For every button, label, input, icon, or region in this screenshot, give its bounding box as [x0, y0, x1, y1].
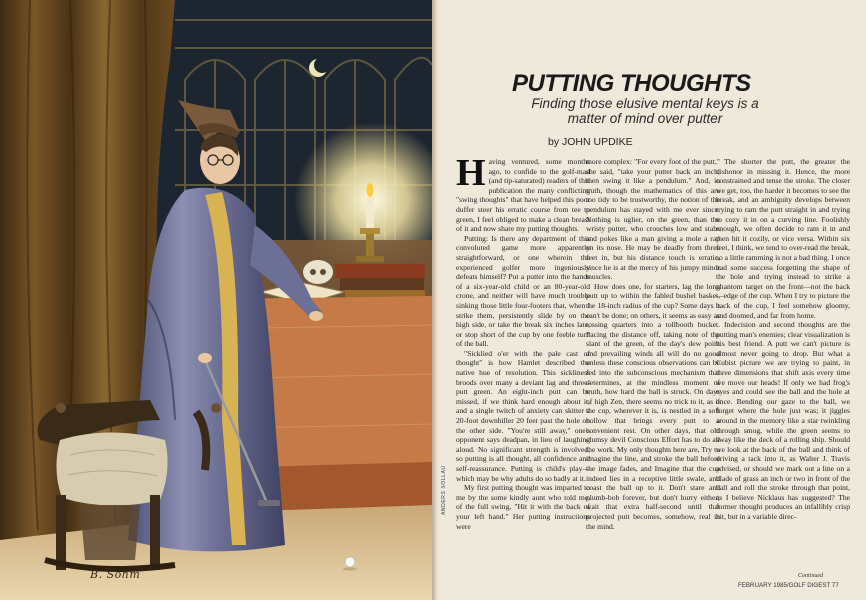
paragraph: more complex: "For every foot of the putt," she said, "take your putter back an inch; then swing it like a pendulum." And, in truth, though the mathematics of this are too tidy to be trustworthy, the notion of the pendulum has stayed with me ever since. Nothing is uglier, on the green, than the wristy putter, who crouches low and stabs and pokes like a man giving a mole a rap on its nose. He may be deadly from three feet in, but his distance touch is erratic, since he is at the mercy of his jumpy minor muscles. — [586, 157, 720, 282]
text-column-1 — [456, 157, 590, 577]
paragraph: "Sicklied o'er with the pale cast of thought" is how Hamlet described the native hue of resolution. This sickliness broods over many a deviant lag and three-putt green. An eight-inch putt can be missed, if we think hard enough about it, and a single twitch of anxiety can skitter a 20-foot downhiller 20 feet past the hole on the other side. "You're still away," one's opponent says deadpan, in lieu of laughing aloud. No significant strength is involved, so putting is all thought, all confidence and self-reassurance. Putting is child's play—which may be why adults do so badly at it. — [456, 348, 590, 483]
paragraph: Indecision and second thoughts are the putting man's enemies; clear visualization is his best friend. A putt we can't picture is almost never going to drop. But what a Cubist picture we are trying to paint, in three dimensions that shift axis every time we move our heads! If only we had frog's eyes and could see the ball and the hole at once. Bending our gaze to the ball, we forget where the hole just was; it jiggles around in the memory like a star twinkling through smog, while the green seems to sway like the deck of a rolling ship. Should we look at the back of the ball and think of driving a tack into it, as Walter J. Travis advised, or should we mark out a line on a blade of grass an inch or two in front of the ball and roll the stroke through that point, as I believe Nicklaus has suggested? The former thought produces an infallibly crisp hit, but in a variable direc- — [716, 320, 850, 521]
artist-signature: B. Sohm — [90, 568, 141, 581]
paragraph: Putting: Is there any department of this convoluted game more apparently straightforward, or one wherein the experienced golfer more ingeniously defeats himself? Put a putter into the hands of a six-year-old child or an 80-year-old crone, and neither will have much trouble sinking those little four-footers that, when I strike them, persistently slide by on the high side, or take the break six inches late, or stop short of the cup by one feeble turn of the ball. — [456, 233, 590, 349]
candle-icon — [366, 196, 374, 230]
paragraph: The shorter the putt, the greater the dishonor in missing it. Hence, the more constrained and tense the stroke. The closer we get, too, the harder it becomes to see the break, and an ambiguity develops between trying to ram the putt straight in and trying to cozy it in on a curving line. Foolishly enough, we often decide to ram it in and then hit it cozily, or vice versa. Within six feet, I think, we tend to over-read the break, so a little ramming is not a bad thing. I once had some success forgetting the shape of the hole and trying instead to strike a phantom target on the front—not the back—edge of the cup. When I try to picture the back of the cup, I feel somehow gloomy, and doomed, and far from home. — [716, 157, 850, 320]
text-column-2 — [586, 157, 720, 577]
article-byline: by JOHN UPDIKE — [548, 136, 633, 148]
skull-icon — [303, 260, 333, 284]
wizard-golfer-painting — [0, 0, 432, 600]
golf-ball-icon — [345, 557, 355, 567]
illustration-credit: ANDERS SOLLAU — [441, 465, 447, 515]
continued-label: Continued — [798, 573, 823, 579]
paragraph — [456, 157, 590, 234]
paragraph: My first putting thought was imparted to me by the some kindly aunt who told me, of the full swing, "Hit it with the back of your left hand." Her putting instructions were — [456, 483, 590, 531]
text-column-3 — [716, 157, 850, 577]
page-folio: FEBRUARY 1985/GOLF DIGEST 77 — [738, 582, 839, 589]
putter-head — [258, 500, 280, 506]
paragraph-text: aving ventured, some months ago, to confide to the golf-mad (and tip-saturated) readers of this publication the many conflicting "swing thoughts" that have helped this poor duffer steer his erratic course from tee to green, I feel obliged to make a clean breast of it and now share my putting thoughts. — [456, 157, 590, 234]
article-deck: Finding those elusive mental keys is a matter of mind over putter — [531, 96, 759, 126]
page-gutter — [432, 0, 438, 600]
article-headline: PUTTING THOUGHTS — [512, 70, 751, 97]
drop-cap: H — [456, 157, 486, 194]
illustration — [0, 0, 432, 600]
paragraph: How does one, for starters, lag the long putt up to within the fabled bushel basket, the 18-inch radius of the cup? Some days it can't be done; on others, it seems as easy as tossing quarters into a tollbooth bucket. Pacing the distance off, taking note of the slant of the green, of the day's dew point and prevailing winds all will do no good unless these conscious observations can be fed into the subconscious mechanism that determines, at the mindless moment of truth, how hard the ball is struck. On days of high Zen, there seems no trick to it, as if the cup, wherever it is, is nestled in a soft hollow that brings every putt to a convenient rest. On other days, that old clumsy devil Conscious Effort has to do all the work. My only thoughts here are, Try to imagine the line, and stroke the ball before the image fades, and Imagine that the cup indeed lies in a receptive little swale, and coast the ball up to it. Don't stare and plumb-bob forever, but don't hurry either; wait that extra half-second until that projected putt becomes, somehow, real in the mind. — [586, 281, 720, 531]
